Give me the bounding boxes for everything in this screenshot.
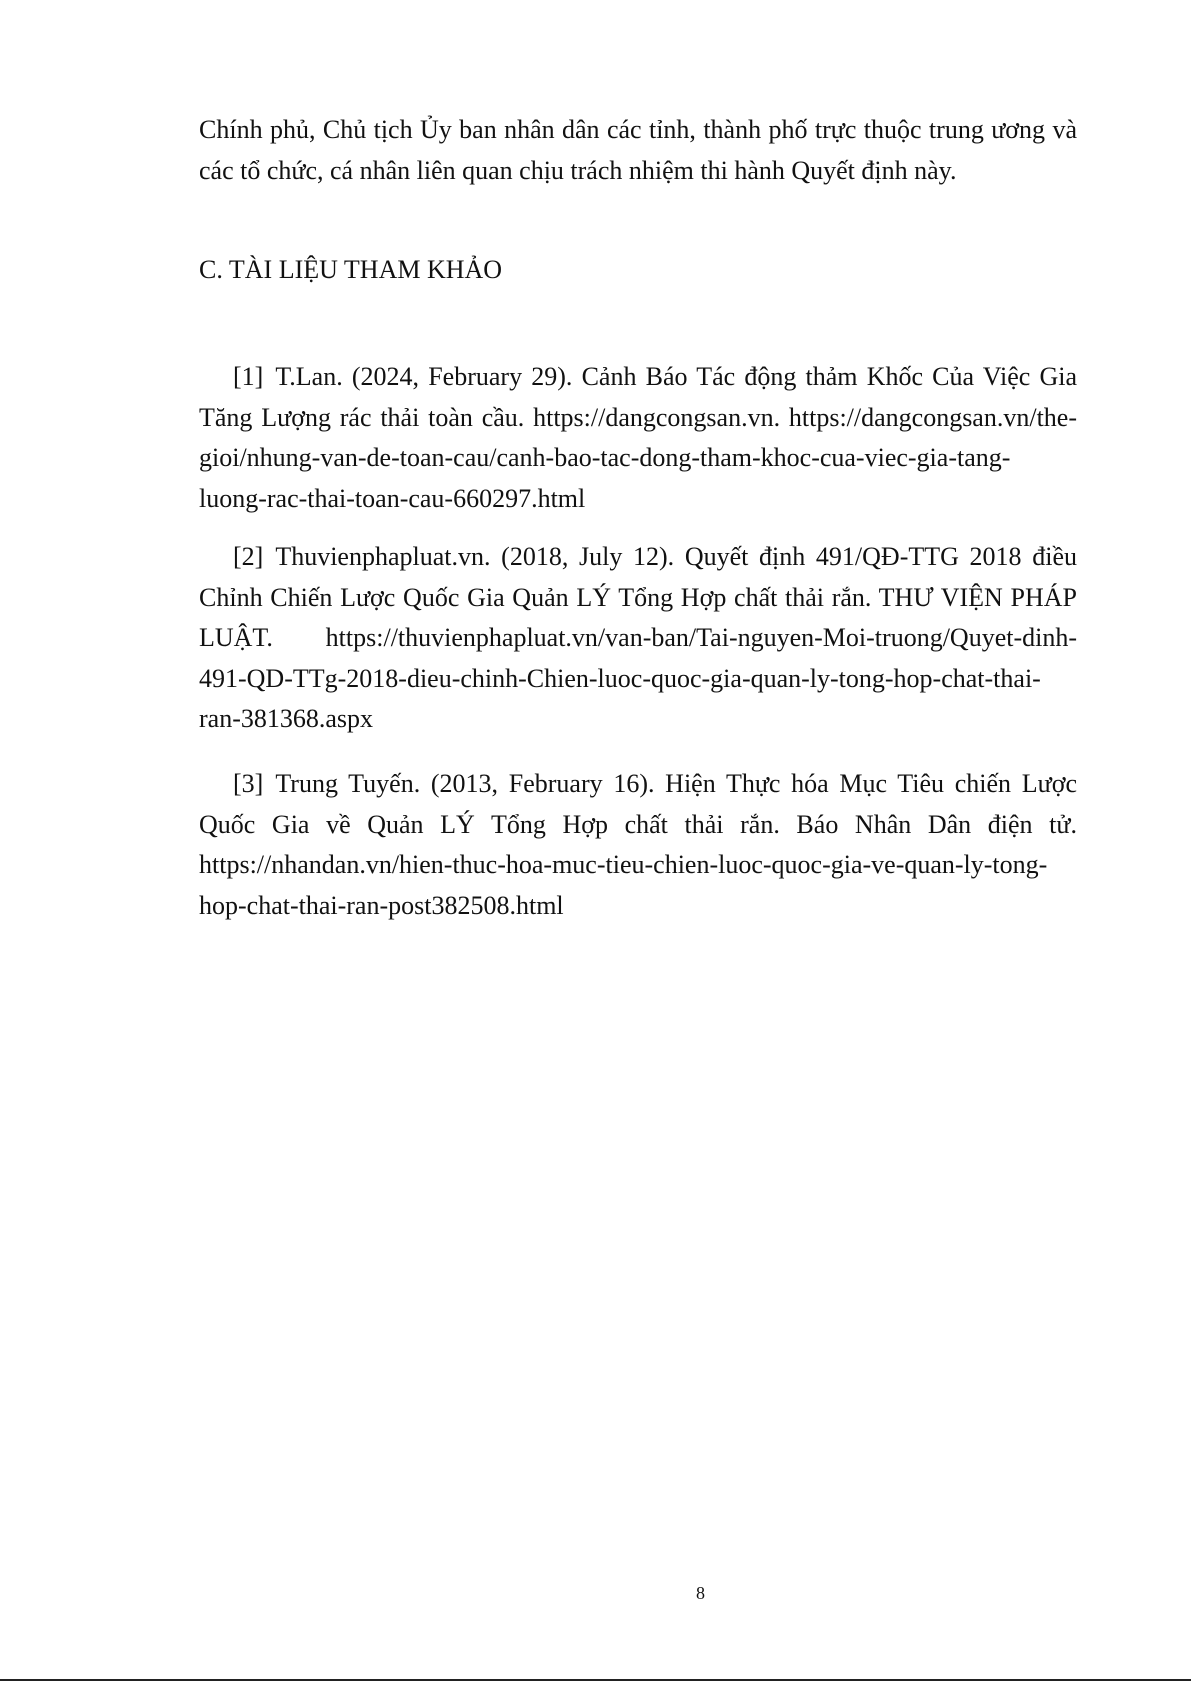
reference-text: Trung Tuyến. (2013, February 16). Hiện Thực hóa Mục Tiêu chiến Lược Quốc Gia về Quản LÝ Tổng Hợp chất thải rắn. Báo Nhân Dân điện tử. https://nhandan.vn/hien-thuc-hoa-muc-tieu-chien-luoc-quoc-gia-ve-quan-ly-tong-hop-chat-thai-ran-post382508.html	[199, 769, 1077, 920]
page-number: 8	[696, 1583, 705, 1603]
reference-number: [1]	[233, 362, 264, 391]
reference-number: [2]	[233, 542, 264, 571]
reference-item	[199, 357, 1077, 519]
section-heading: C. TÀI LIỆU THAM KHẢO	[199, 255, 503, 284]
intro-paragraph: Chính phủ, Chủ tịch Ủy ban nhân dân các tỉnh, thành phố trực thuộc trung ương và các tổ chức, cá nhân liên quan chịu trách nhiệm thi hành Quyết định này.	[199, 115, 1077, 185]
reference-item	[199, 764, 1077, 926]
reference-number: [3]	[233, 769, 264, 798]
reference-text: Thuvienphapluat.vn. (2018, July 12). Quyết định 491/QĐ-TTG 2018 điều Chỉnh Chiến Lược Quốc Gia Quản LÝ Tổng Hợp chất thải rắn. THƯ VIỆN PHÁP LUẬT. https://thuvienphapluat.vn/van-ban/Tai-nguyen-Moi-truong/Quyet-dinh-491-QD-TTg-2018-dieu-chinh-Chien-luoc-quoc-gia-quan-ly-tong-hop-chat-thai-ran-381368.aspx	[199, 542, 1077, 733]
footer-divider	[0, 1679, 1191, 1681]
reference-item	[199, 537, 1077, 740]
reference-text: T.Lan. (2024, February 29). Cảnh Báo Tác động thảm Khốc Của Việc Gia Tăng Lượng rác thải toàn cầu. https://dangcongsan.vn. https://dangcongsan.vn/the-gioi/nhung-van-de-toan-cau/canh-bao-tac-dong-tham-khoc-cua-viec-gia-tang-luong-rac-thai-toan-cau-660297.html	[199, 362, 1077, 513]
